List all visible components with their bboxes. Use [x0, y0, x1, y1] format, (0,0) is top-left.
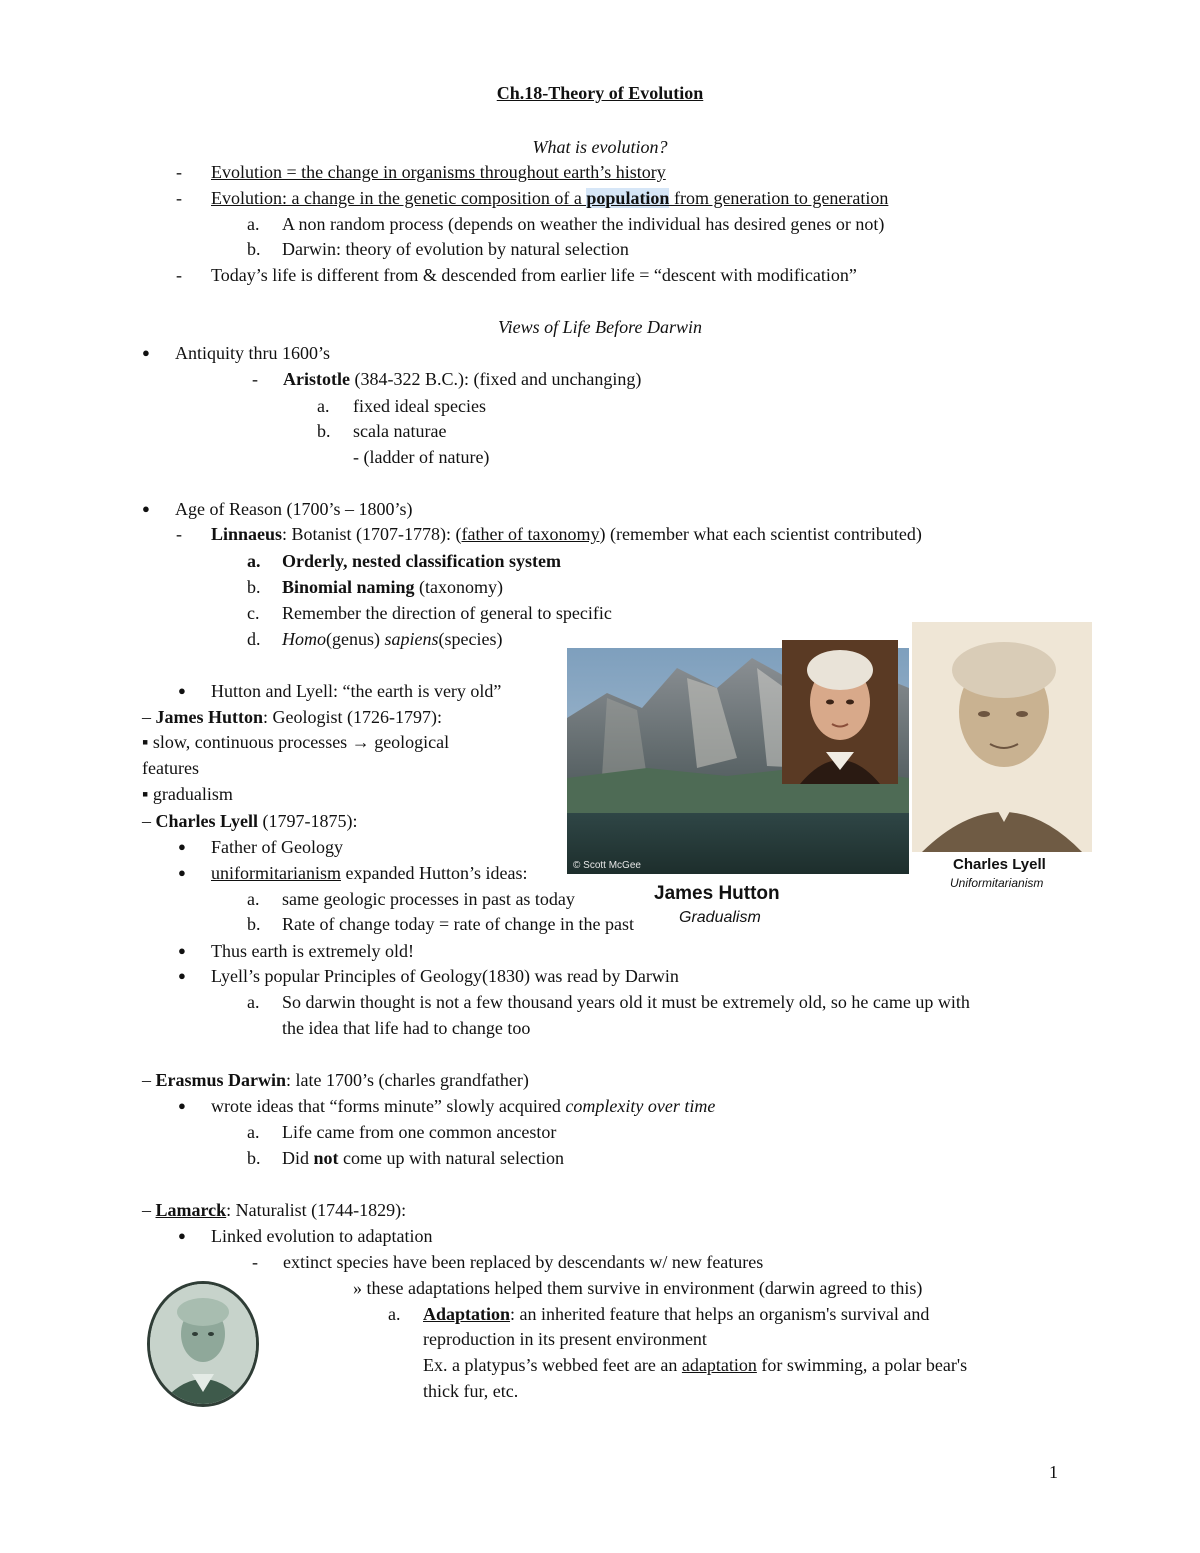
text-span: for swimming, a polar bear's [756, 1355, 968, 1375]
list-item: Age of Reason (1700’s – 1800’s) [175, 499, 413, 519]
scientist-name: Charles Lyell [155, 811, 258, 831]
list-marker-a: a. [247, 992, 260, 1012]
bullet-icon: ● [178, 683, 186, 698]
list-item: Hutton and Lyell: “the earth is very old” [211, 681, 502, 701]
text-span: – [142, 707, 156, 727]
list-item: reproduction in its present environment [423, 1329, 707, 1349]
lyell-caption-name: Charles Lyell [953, 856, 1046, 873]
text-span: come up with natural selection [338, 1148, 564, 1168]
text-span: Evolution: a change in the genetic composition of a [211, 188, 587, 208]
evolution-definition-2 [211, 187, 888, 209]
list-marker-c: c. [247, 603, 260, 623]
dash-marker: - [176, 162, 182, 182]
list-item: Darwin: theory of evolution by natural selection [282, 239, 629, 259]
italic-term: Homo [282, 629, 326, 649]
scientist-heading-lyell [142, 810, 357, 832]
underlined-term: father of taxonomy [461, 524, 600, 544]
list-item [282, 1147, 564, 1169]
list-item: Antiquity thru 1600’s [175, 343, 331, 363]
list-item: Life came from one common ancestor [282, 1122, 557, 1142]
list-item: Orderly, nested classification system [282, 551, 561, 571]
text-span: (species) [438, 629, 503, 649]
list-marker-a: a. [247, 889, 260, 909]
list-item: same geologic processes in past as today [282, 889, 575, 909]
text-span: : an inherited feature that helps an organism's survival and [510, 1304, 930, 1324]
underlined-term: uniformitarianism [211, 863, 341, 883]
list-item: Lyell’s popular Principles of Geology(1830) was read by Darwin [211, 966, 679, 986]
list-marker-a: a. [247, 214, 260, 234]
list-item: Remember the direction of general to specific [282, 603, 612, 623]
highlighted-term: population [586, 188, 670, 208]
list-item [423, 1303, 929, 1325]
bold-term: Adaptation [423, 1304, 511, 1324]
lyell-portrait-icon [912, 622, 1092, 852]
bullet-icon: ● [178, 968, 186, 983]
lamarck-portrait-photo [147, 1281, 259, 1407]
hutton-caption-sub: Gradualism [679, 909, 761, 926]
bullet-icon: ● [178, 865, 186, 880]
list-item: So darwin thought is not a few thousand years old it must be extremely old, so he came up with [282, 992, 970, 1012]
hutton-caption-name: James Hutton [654, 883, 780, 904]
bullet-icon: ● [178, 1098, 186, 1113]
scientist-heading-erasmus [142, 1069, 529, 1091]
list-item: scala naturae [353, 421, 447, 441]
text-span: Ex. a platypus’s webbed feet are an [423, 1355, 682, 1375]
hutton-portrait-photo [782, 640, 898, 784]
list-marker-d: d. [247, 629, 261, 649]
dash-marker: - [252, 1252, 258, 1272]
text-span: Did [282, 1148, 314, 1168]
scientist-heading-lamarck [142, 1199, 406, 1221]
list-item: extinct species have been replaced by descendants w/ new features [283, 1252, 764, 1272]
bullet-icon: ● [142, 345, 150, 360]
list-item: thick fur, etc. [423, 1381, 519, 1401]
scientist-name: James Hutton [155, 707, 263, 727]
bullet-icon: ● [178, 1228, 186, 1243]
list-marker-a: a. [388, 1304, 401, 1324]
list-marker-a: a. [247, 1122, 260, 1142]
list-item [211, 862, 527, 884]
text-span: ) (remember what each scientist contributed) [599, 524, 922, 544]
dash-marker: - [176, 265, 182, 285]
dash-marker: - [176, 188, 182, 208]
text-span: : Geologist (1726-1797): [263, 707, 442, 727]
list-marker-b: b. [247, 1148, 261, 1168]
page-title: Ch.18-Theory of Evolution [496, 83, 704, 103]
list-marker-b: b. [247, 239, 261, 259]
list-item: » these adaptations helped them survive in environment (darwin agreed to this) [353, 1278, 923, 1298]
list-item: ▪ gradualism [142, 784, 233, 804]
text-span: (taxonomy) [414, 577, 504, 597]
list-item: ▪ slow, continuous processes → geological [142, 732, 450, 752]
list-item: features [142, 758, 199, 778]
list-item [283, 368, 641, 390]
bullet-icon: ● [178, 839, 186, 854]
scientist-heading-hutton [142, 706, 442, 728]
evolution-definition-1: Evolution = the change in organisms throughout earth’s history [211, 162, 666, 182]
list-item: Linked evolution to adaptation [211, 1226, 433, 1246]
underlined-term: adaptation [681, 1355, 757, 1375]
list-marker-b: b. [247, 577, 261, 597]
scientist-name: Linnaeus [211, 524, 283, 544]
list-item [282, 628, 502, 650]
dash-marker: - [176, 524, 182, 544]
list-marker-b: b. [317, 421, 331, 441]
list-item: the idea that life had to change too [282, 1018, 531, 1038]
text-span: from generation to generation [669, 188, 889, 208]
scientist-name: Aristotle [283, 369, 350, 389]
list-marker-a: a. [317, 396, 330, 416]
bold-term: Binomial naming [282, 577, 415, 597]
italic-term: sapiens [384, 629, 439, 649]
text-span: wrote ideas that “forms minute” slowly acquired [211, 1096, 566, 1116]
list-item [211, 1095, 715, 1117]
text-span: : late 1700’s (charles grandfather) [286, 1070, 529, 1090]
text-span: (384-322 B.C.): (fixed and unchanging) [349, 369, 642, 389]
bold-term: not [313, 1148, 339, 1168]
list-item [211, 523, 922, 545]
text-span: : Naturalist (1744-1829): [226, 1200, 407, 1220]
photo-credit: © Scott McGee [573, 860, 641, 871]
list-item: Father of Geology [211, 837, 343, 857]
text-span: : Botanist (1707-1778): ( [282, 524, 462, 544]
text-span: (genus) [326, 629, 385, 649]
list-item: fixed ideal species [353, 396, 486, 416]
list-marker-a: a. [247, 551, 261, 571]
list-item: - (ladder of nature) [353, 447, 490, 467]
page-number: 1 [1049, 1462, 1058, 1482]
scientist-name: Lamarck [155, 1200, 227, 1220]
bullet-icon: ● [142, 501, 150, 516]
list-item: Today’s life is different from & descended from earlier life = “descent with modification” [211, 265, 857, 285]
lyell-caption-sub: Uniformitarianism [950, 876, 1044, 890]
text-span: (1797-1875): [258, 811, 358, 831]
scientist-name: Erasmus Darwin [155, 1070, 287, 1090]
text-span: expanded Hutton’s ideas: [340, 863, 528, 883]
hutton-portrait-icon [782, 640, 898, 784]
lamarck-portrait-icon [150, 1284, 256, 1404]
lyell-portrait-photo [912, 622, 1092, 852]
bullet-icon: ● [178, 943, 186, 958]
list-item: A non random process (depends on weather the individual has desired genes or not) [282, 214, 885, 234]
text-span: – [142, 811, 156, 831]
italic-term: complexity over time [565, 1096, 716, 1116]
section-heading-views-before-darwin: Views of Life Before Darwin [498, 317, 702, 337]
list-item: Rate of change today = rate of change in the past [282, 914, 635, 934]
text-span: – [142, 1200, 156, 1220]
list-item [282, 576, 503, 598]
text-span: – [142, 1070, 156, 1090]
dash-marker: - [252, 369, 258, 389]
list-item: Thus earth is extremely old! [211, 941, 414, 961]
list-marker-b: b. [247, 914, 261, 934]
list-item [423, 1354, 967, 1376]
section-heading-what-is-evolution: What is evolution? [532, 137, 668, 157]
